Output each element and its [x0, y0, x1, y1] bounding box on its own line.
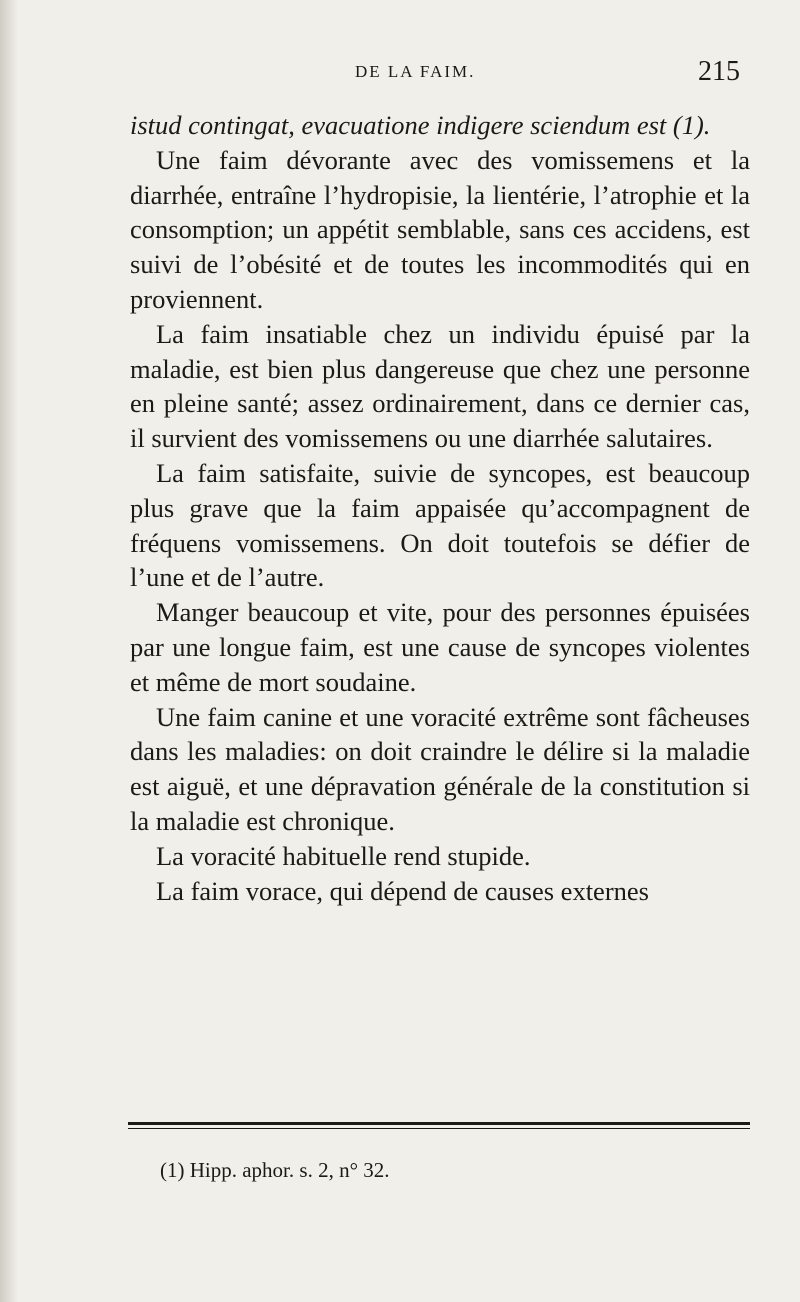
- paragraph-latin-quote: istud contingat, evacuatione indigere sciendum est (1).: [130, 110, 711, 140]
- footnote-rule-thin: [128, 1128, 750, 1129]
- page-number: 215: [698, 56, 740, 87]
- paragraph: Une faim canine et une voracité extrême sont fâcheuses dans les maladies: on doit craindre le délire si la maladie est aiguë, et une dépravation générale de la constitution si la maladie est chronique.: [130, 701, 750, 836]
- body-text: [130, 108, 750, 908]
- running-head: [130, 56, 740, 92]
- paragraph: La faim insatiable chez un individu épuisé par la maladie, est bien plus dangereuse que chez une personne en pleine santé; assez ordinairement, dans ce dernier cas, il survient des vomissemens ou une diarrhée salutaires.: [130, 318, 750, 454]
- paragraph: Une faim dévorante avec des vomissemens et la diarrhée, entraîne l’hydropisie, la lientérie, l’atrophie et la consomption; un appétit semblable, sans ces accidens, est suivi de l’obésité et de toutes les incommodités qui en proviennent.: [130, 144, 750, 314]
- paragraph: La faim satisfaite, suivie de syncopes, est beaucoup plus grave que la faim appaisée qu’accompagnent de fréquens vomissemens. On doit toutefois se défier de l’une et de l’autre.: [130, 457, 750, 593]
- paragraph-continued: La faim vorace, qui dépend de causes externes: [156, 875, 649, 906]
- footnote-rule: [128, 1122, 750, 1125]
- paragraph: Manger beaucoup et vite, pour des personnes épuisées par une longue faim, est une cause de syncopes violentes et même de mort soudaine.: [130, 597, 750, 697]
- paragraph: La voracité habituelle rend stupide.: [156, 840, 531, 871]
- footnote: (1) Hipp. aphor. s. 2, n° 32.: [160, 1158, 390, 1182]
- running-title: DE LA FAIM.: [355, 62, 476, 81]
